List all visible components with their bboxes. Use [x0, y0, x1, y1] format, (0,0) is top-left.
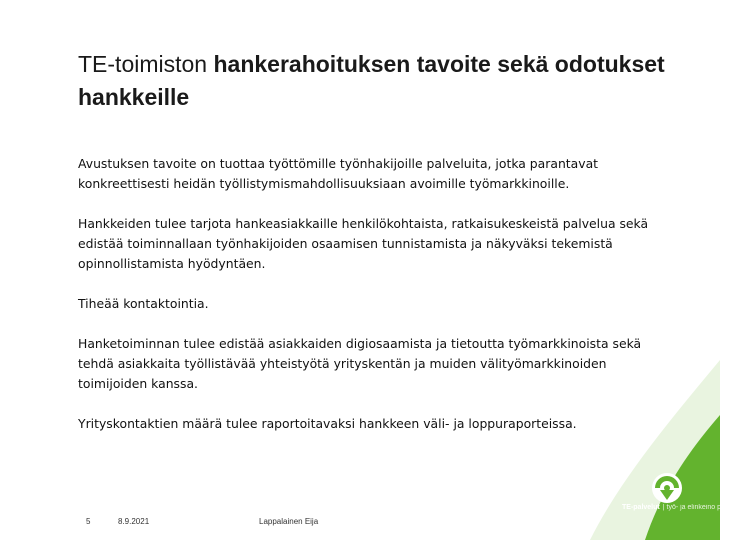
title-prefix: TE-toimiston [78, 51, 214, 77]
te-palvelut-logo-icon [622, 470, 712, 520]
title-main: hankerahoituksen tavoite sekä odotukset hankkeille [78, 51, 665, 110]
paragraph-digital-skills: Hanketoiminnan tulee edistää asiakkaiden digiosaamista ja tietoutta työmarkkinoista sekä tehdä asiakkaita työllistävää yhteistyötä yrityskentän ja muiden välityömarkkinoiden toimijoiden kanssa. [78, 336, 642, 391]
slide-title [78, 48, 678, 114]
paragraph-reporting: Yrityskontaktien määrä tulee raportoitavaksi hankkeen väli- ja loppuraporteissa. [78, 416, 577, 431]
paragraph-contact: Tiheää kontaktointia. [78, 296, 209, 311]
footer-author: Lappalainen Eija [259, 517, 319, 526]
footer-date: 8.9.2021 [118, 517, 150, 526]
logo-sub: | työ- ja elinkeino palvelut [662, 504, 741, 511]
paragraph-aim: Avustuksen tavoite on tuottaa työttömille työnhakijoille palveluita, jotka parantavat konkreettisesti heidän työllistymismahdollisuuksiaan avoimille työmarkkinoille. [78, 156, 599, 191]
paragraph-expectations: Hankkeiden tulee tarjota hankeasiakkaille henkilökohtaista, ratkaisukeskeistä palvelua sekä edistää toiminnallaan työnhakijoiden osaamisen tunnistamista ja näkyväksi tekemistä opinnollistamista hyödyntäen. [78, 216, 649, 271]
slide-body [78, 154, 678, 454]
logo-text [622, 504, 741, 511]
logo-name: TE-palvelut [622, 504, 660, 511]
page-number: 5 [86, 517, 91, 526]
